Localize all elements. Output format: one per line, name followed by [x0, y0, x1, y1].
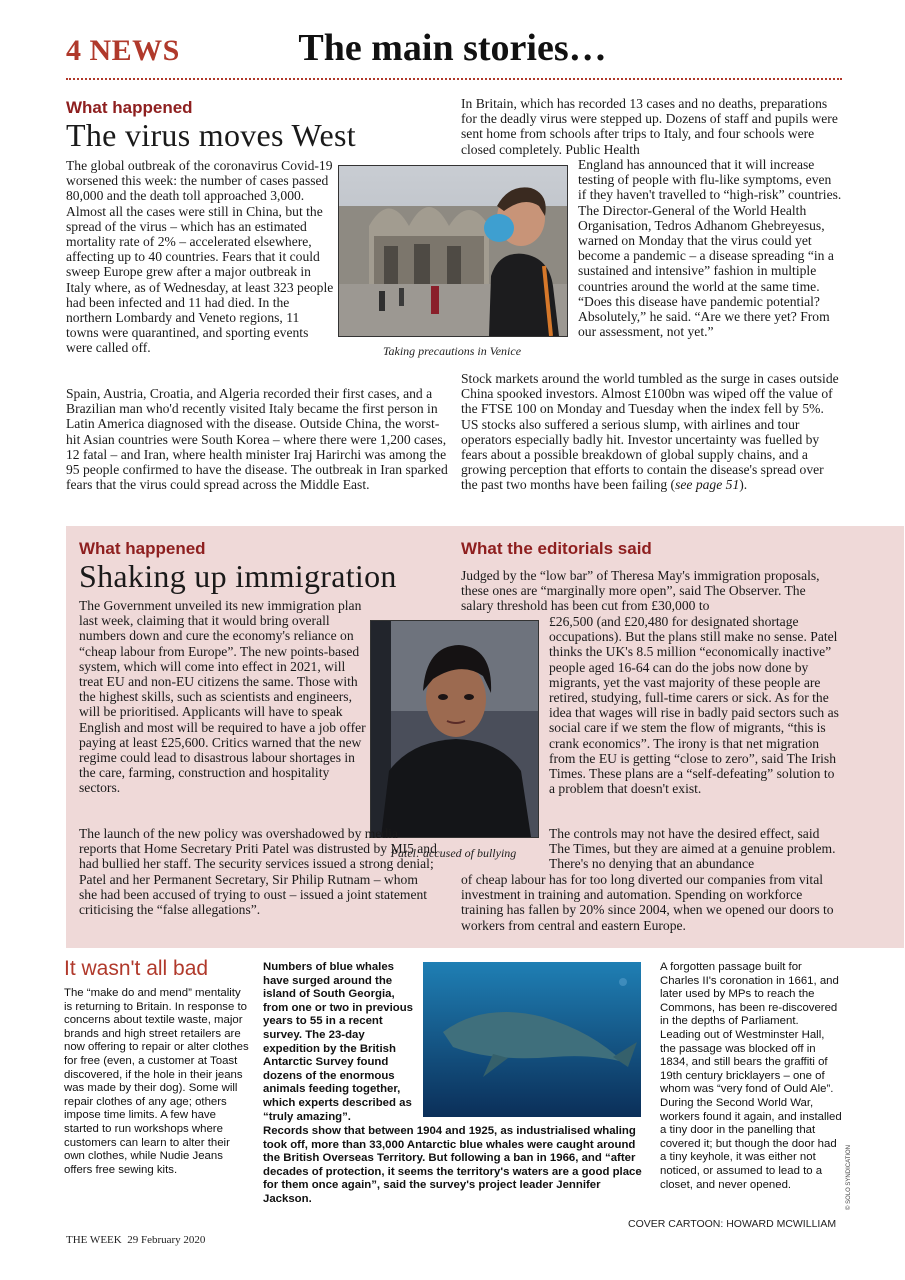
page-number: 4 NEWS — [66, 34, 180, 67]
editorials-paragraph-2-rest: of cheap labour has for too long diverted our companies from vital investment in training and automation. Spending on workforce training has fallen by 20% since 2004, when we opened our doors to workers from central and eastern Europe. — [461, 872, 834, 933]
venice-photo — [338, 165, 568, 337]
virus-britain-top: In Britain, which has recorded 13 cases and no deaths, preparations for the deadly virus were stepped up. Dozens of staff and pupils were sent home from schools after trips to Italy, and four schools were closed completely. Public Health — [461, 96, 838, 157]
immigration-kicker: What happened — [79, 539, 206, 558]
editorials-kicker: What the editorials said — [461, 539, 652, 558]
editorials-paragraph-1-top: Judged by the “low bar” of Theresa May's immigration proposals, these ones are “marginally more open”, said The Observer. The salary threshold has been cut from £30,000 to — [461, 568, 820, 614]
immigration-paragraph-2: The launch of the new policy was overshadowed by media reports that Home Secretary Priti Patel was distrusted by MI5 and had bullied her staff. The security services issued a strong denial; Patel and her Permanent Secretary, Sir Philip Rutnam – whom she had been accused of trying to oust – issued a joint statement criticising the “false allegations”. — [79, 826, 437, 918]
immigration-headline: Shaking up immigration — [79, 558, 397, 594]
virus-paragraph-2: Spain, Austria, Croatia, and Algeria recorded their first cases, and a Brazilian man who'd recently visited Italy became the first person in Latin America diagnosed with the disease. Outside China, the worst-hit Asian countries were South Korea – where there were 1,200 cases, 12 fatal – and Iran, where health minister Iraj Harirchi was among the 95 people confirmed to have the disease. The outbreak in Iran sparked fears that the virus could spread across the Middle East. — [66, 386, 448, 493]
virus-kicker: What happened — [66, 98, 193, 117]
venice-photo-caption: Taking precautions in Venice — [382, 344, 522, 358]
virus-britain-rest: England has announced that it will increase testing of people with flu-like symptoms, even if they haven't travelled to “high-risk” countries. The Director-General of the World Health Organisation, Tedros Adhanom Ghebreyesus, warned on Monday that the virus could yet become a pandemic – a disease spreading “in a sustained and intensive” fashion in multiple countries around the world at the same time. “Does this disease have pandemic potential? Absolutely,” he said. “Are we there yet? From our assessment, not yet.” — [578, 157, 842, 340]
immigration-paragraph-1: The Government unveiled its new immigration plan last week, claiming that it would bring overall numbers down and cure the economy's reliance on “cheap labour from Europe”. The new points-based system, which will come into effect in 2021, will treat EU and non-EU citizens the same. Those with the highest skills, such as scientists and engineers, will be prioritised. Applicants will have to speak English and most will be required to have a job offer paying at least £25,600. Critics warned that the new regime could lead to disastrous labour shortages in the care, farming, construction and hospitality sectors. — [79, 598, 366, 796]
not-bad-passage-story: A forgotten passage built for Charles II's coronation in 1661, and later used by MPs to reach the Commons, has been re-discovered in the depths of Parliament. Leading out of Westminster Hall, the passage was blocked off in 1834, and still bears the graffiti of 19th century bricklayers – one of whom was “very fond of Ould Ale”. During the Second World War, workers found it again, and installed a tiny door in the panelling that covered it; but though the door had a tiny keyhole, it was either not noticed, or assumed to lead to a closet, and never opened. — [660, 961, 842, 1191]
editorials-paragraph-1-rest: £26,500 (and £20,480 for designated shortage occupations). But the plans still make no sense. Patel thinks the UK's 8.5 million “economically inactive” people aged 16-64 can do the jobs now done by migrants, yet the vast majority of these people are retired, studying, full-time carers or sick. As for the idea that wages will rise in badly paid sectors such as social care if we stem the flow of migrants, “this is crank economics”. The irony is that net migration from the EU is getting “close to zero”, said The Irish Times. These plans are a “self-defeating” solution to a problem that doesn't exist. — [549, 614, 839, 797]
whale-photo — [423, 962, 641, 1117]
syndication-credit: © SOLO SYNDICATION — [846, 1145, 852, 1210]
not-bad-mending-story: The “make do and mend” mentality is returning to Britain. In response to concerns about textile waste, major brands and high street retailers are now offering to repair or alter clothes for free (even, a customer at Toast discovered, if the hole in their jeans was made by their dog). Some will repair clothes of any age; others impose time limits. A few have started to run workshops where customers can learn to alter their own clothes, while Nudie Jeans offers free sewing kits. — [64, 987, 249, 1176]
not-bad-whales-bottom: Records show that between 1904 and 1925, as industrialised whaling took off, more than 33,000 Antarctic blue whales were caught around the British Overseas Territory. But following a ban in 1966, and “after decades of protection, it seems the territory's waters are a good place for them once again”, said the survey's project leader Jennifer Jackson. — [263, 1125, 642, 1205]
virus-paragraph-1: The global outbreak of the coronavirus Covid-19 worsened this week: the number of cases passed 80,000 and the death toll approached 3,000. Almost all the cases were still in China, but the spread of the virus – which has an estimated mortality rate of 2% – accelerated elsewhere, affecting up to 40 countries. Fears that it could sweep Europe grew after a major outbreak in Italy where, as of Wednesday, at least 323 people had been infected and 11 had died. In the northern Lombardy and Veneto regions, 11 towns were quarantined, and sporting events were called off. — [66, 158, 334, 356]
header-divider — [66, 78, 842, 80]
cover-credit: COVER CARTOON: HOWARD MCWILLIAM — [628, 1218, 837, 1230]
patel-photo — [370, 620, 539, 838]
footer-publication: THE WEEK 29 February 2020 — [66, 1234, 206, 1246]
virus-markets-paragraph: Stock markets around the world tumbled as the surge in cases outside China spooked investors. Almost £100bn was wiped off the value of the FTSE 100 on Monday and Tuesday when the index fell by 5%. US stocks also suffered a serious slump, with airlines and tour operators especially badly hit. Investor uncertainty was fuelled by fears about a possible breakdown of global supply chains, and a growing perception that efforts to contain the disease's spread over the past two months have been failing (see page 51). — [461, 371, 839, 493]
patel-photo-caption: Patel: accused of bullying — [390, 846, 517, 860]
virus-headline: The virus moves West — [66, 117, 356, 153]
editorials-paragraph-2-top: The controls may not have the desired effect, said The Times, but they are aimed at a genuine problem. There's no denying that an abundance — [549, 826, 836, 872]
not-bad-whales-top: Numbers of blue whales have surged around the island of South Georgia, from one or two in previous years to 55 in a recent survey. The 23-day expedition by the British Antarctic Survey found dozens of the enormous animals feeding together, which experts described as “truly amazing”. — [263, 961, 413, 1123]
page-title: The main stories… — [298, 27, 607, 69]
not-bad-title: It wasn't all bad — [64, 957, 209, 980]
